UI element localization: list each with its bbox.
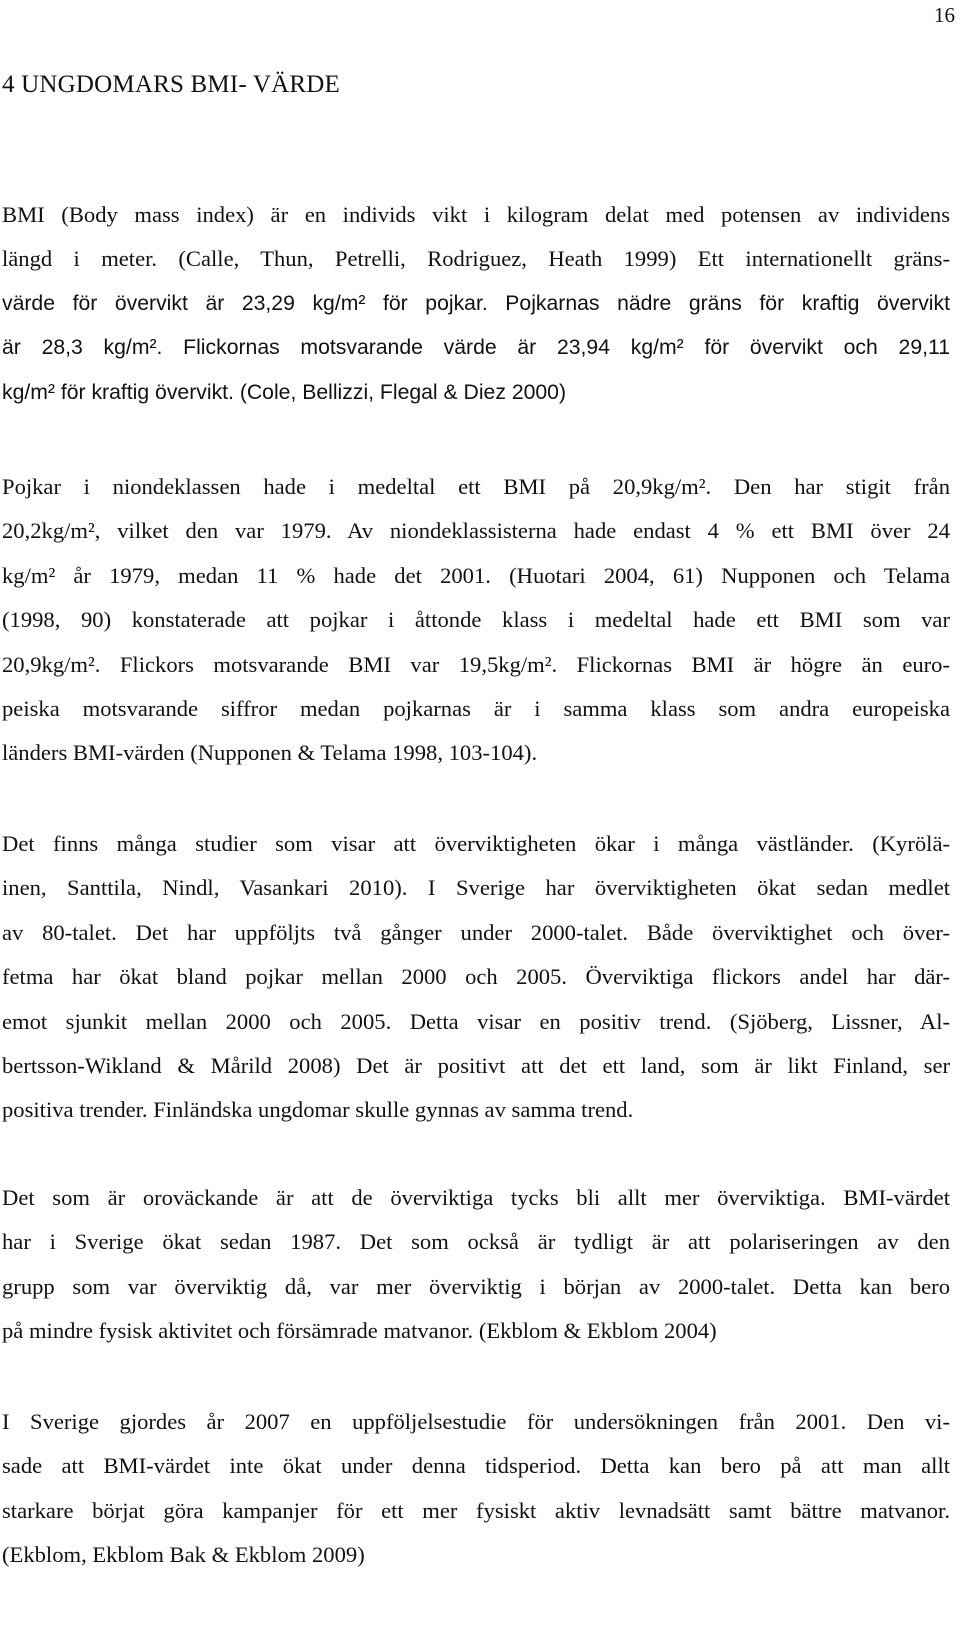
text-line: av 80-talet. Det har uppföljts två gånger under 2000-talet. Både överviktighet och över- [2,919,950,945]
text-line: Pojkar i niondeklassen hade i medeltal ett BMI på 20,9kg/m². Den har stigit från [2,474,950,499]
paragraph-follow-up-study [2,1400,950,1578]
text-line: positiva trender. Finländska ungdomar skulle gynnas av samma trend. [2,1097,634,1123]
page-title: 4 UNGDOMARS BMI- VÄRDE [2,71,340,98]
text-line: längd i meter. (Calle, Thun, Petrelli, Rodriguez, Heath 1999) Ett internationellt gräns- [2,246,950,272]
text-line: värde för övervikt är 23,29 kg/m² för pojkar. Pojkarnas nädre gräns för kraftig övervikt [2,291,950,315]
page-number: 16 [934,3,955,27]
text-line: har i Sverige ökat sedan 1987. Det som också är tydligt är att polariseringen av den [2,1229,950,1255]
text-line: I Sverige gjordes år 2007 en uppföljelsestudie för undersökningen från 2001. Den vi- [2,1409,950,1434]
text-line: på mindre fysisk aktivitet och försämrade matvanor. (Ekblom & Ekblom 2004) [2,1318,717,1344]
text-line: emot sjunkit mellan 2000 och 2005. Detta visar en positiv trend. (Sjöberg, Lissner, Al- [2,1008,950,1034]
paragraph-bmi-definition [2,193,950,415]
text-line: länders BMI-värden (Nupponen & Telama 1998, 103-104). [2,740,538,766]
text-line: (Ekblom, Ekblom Bak & Ekblom 2009) [2,1542,365,1568]
text-line: BMI (Body mass index) är en individs vikt i kilogram delat med potensen av individens [2,202,950,227]
text-line: bertsson-Wikland & Mårild 2008) Det är positivt att det ett land, som är likt Finland, ser [2,1053,950,1079]
text-line: starkare börjat göra kampanjer för ett mer fysiskt aktiv levnadsätt samt bättre matvanor. [2,1497,950,1523]
text-line: 20,2kg/m², vilket den var 1979. Av niondeklassisterna hade endast 4 % ett BMI över 24 [2,518,950,544]
text-line: fetma har ökat bland pojkar mellan 2000 och 2005. Överviktiga flickors andel har där- [2,964,950,990]
text-line: Det som är oroväckande är att de överviktiga tycks bli allt mer överviktiga. BMI-värdet [2,1185,950,1210]
text-line: kg/m² för kraftig övervikt. (Cole, Bellizzi, Flegal & Diez 2000) [2,380,567,404]
paragraph-western-countries [2,822,950,1133]
text-line: Det finns många studier som visar att överviktigheten ökar i många västländer. (Kyrölä- [2,831,950,856]
text-line: grupp som var överviktig då, var mer överviktig i början av 2000-talet. Detta kan bero [2,1273,950,1299]
paragraph-polarisation [2,1176,950,1354]
text-line: 20,9kg/m². Flickors motsvarande BMI var 19,5kg/m². Flickornas BMI är högre än euro- [2,651,950,677]
text-line: peiska motsvarande siffror medan pojkarnas är i samma klass som andra europeiska [2,696,950,722]
text-line: är 28,3 kg/m². Flickornas motsvarande värde är 23,94 kg/m² för övervikt och 29,11 [2,336,950,360]
text-line: inen, Santtila, Nindl, Vasankari 2010). I Sverige har överviktigheten ökat sedan medlet [2,875,950,901]
text-line: sade att BMI-värdet inte ökat under denna tidsperiod. Detta kan bero på att man allt [2,1453,950,1479]
text-line: (1998, 90) konstaterade att pojkar i åttonde klass i medeltal hade ett BMI som var [2,607,950,633]
text-line: kg/m² år 1979, medan 11 % hade det 2001. (Huotari 2004, 61) Nupponen och Telama [2,562,950,588]
paragraph-ninth-grade-bmi [2,465,950,776]
